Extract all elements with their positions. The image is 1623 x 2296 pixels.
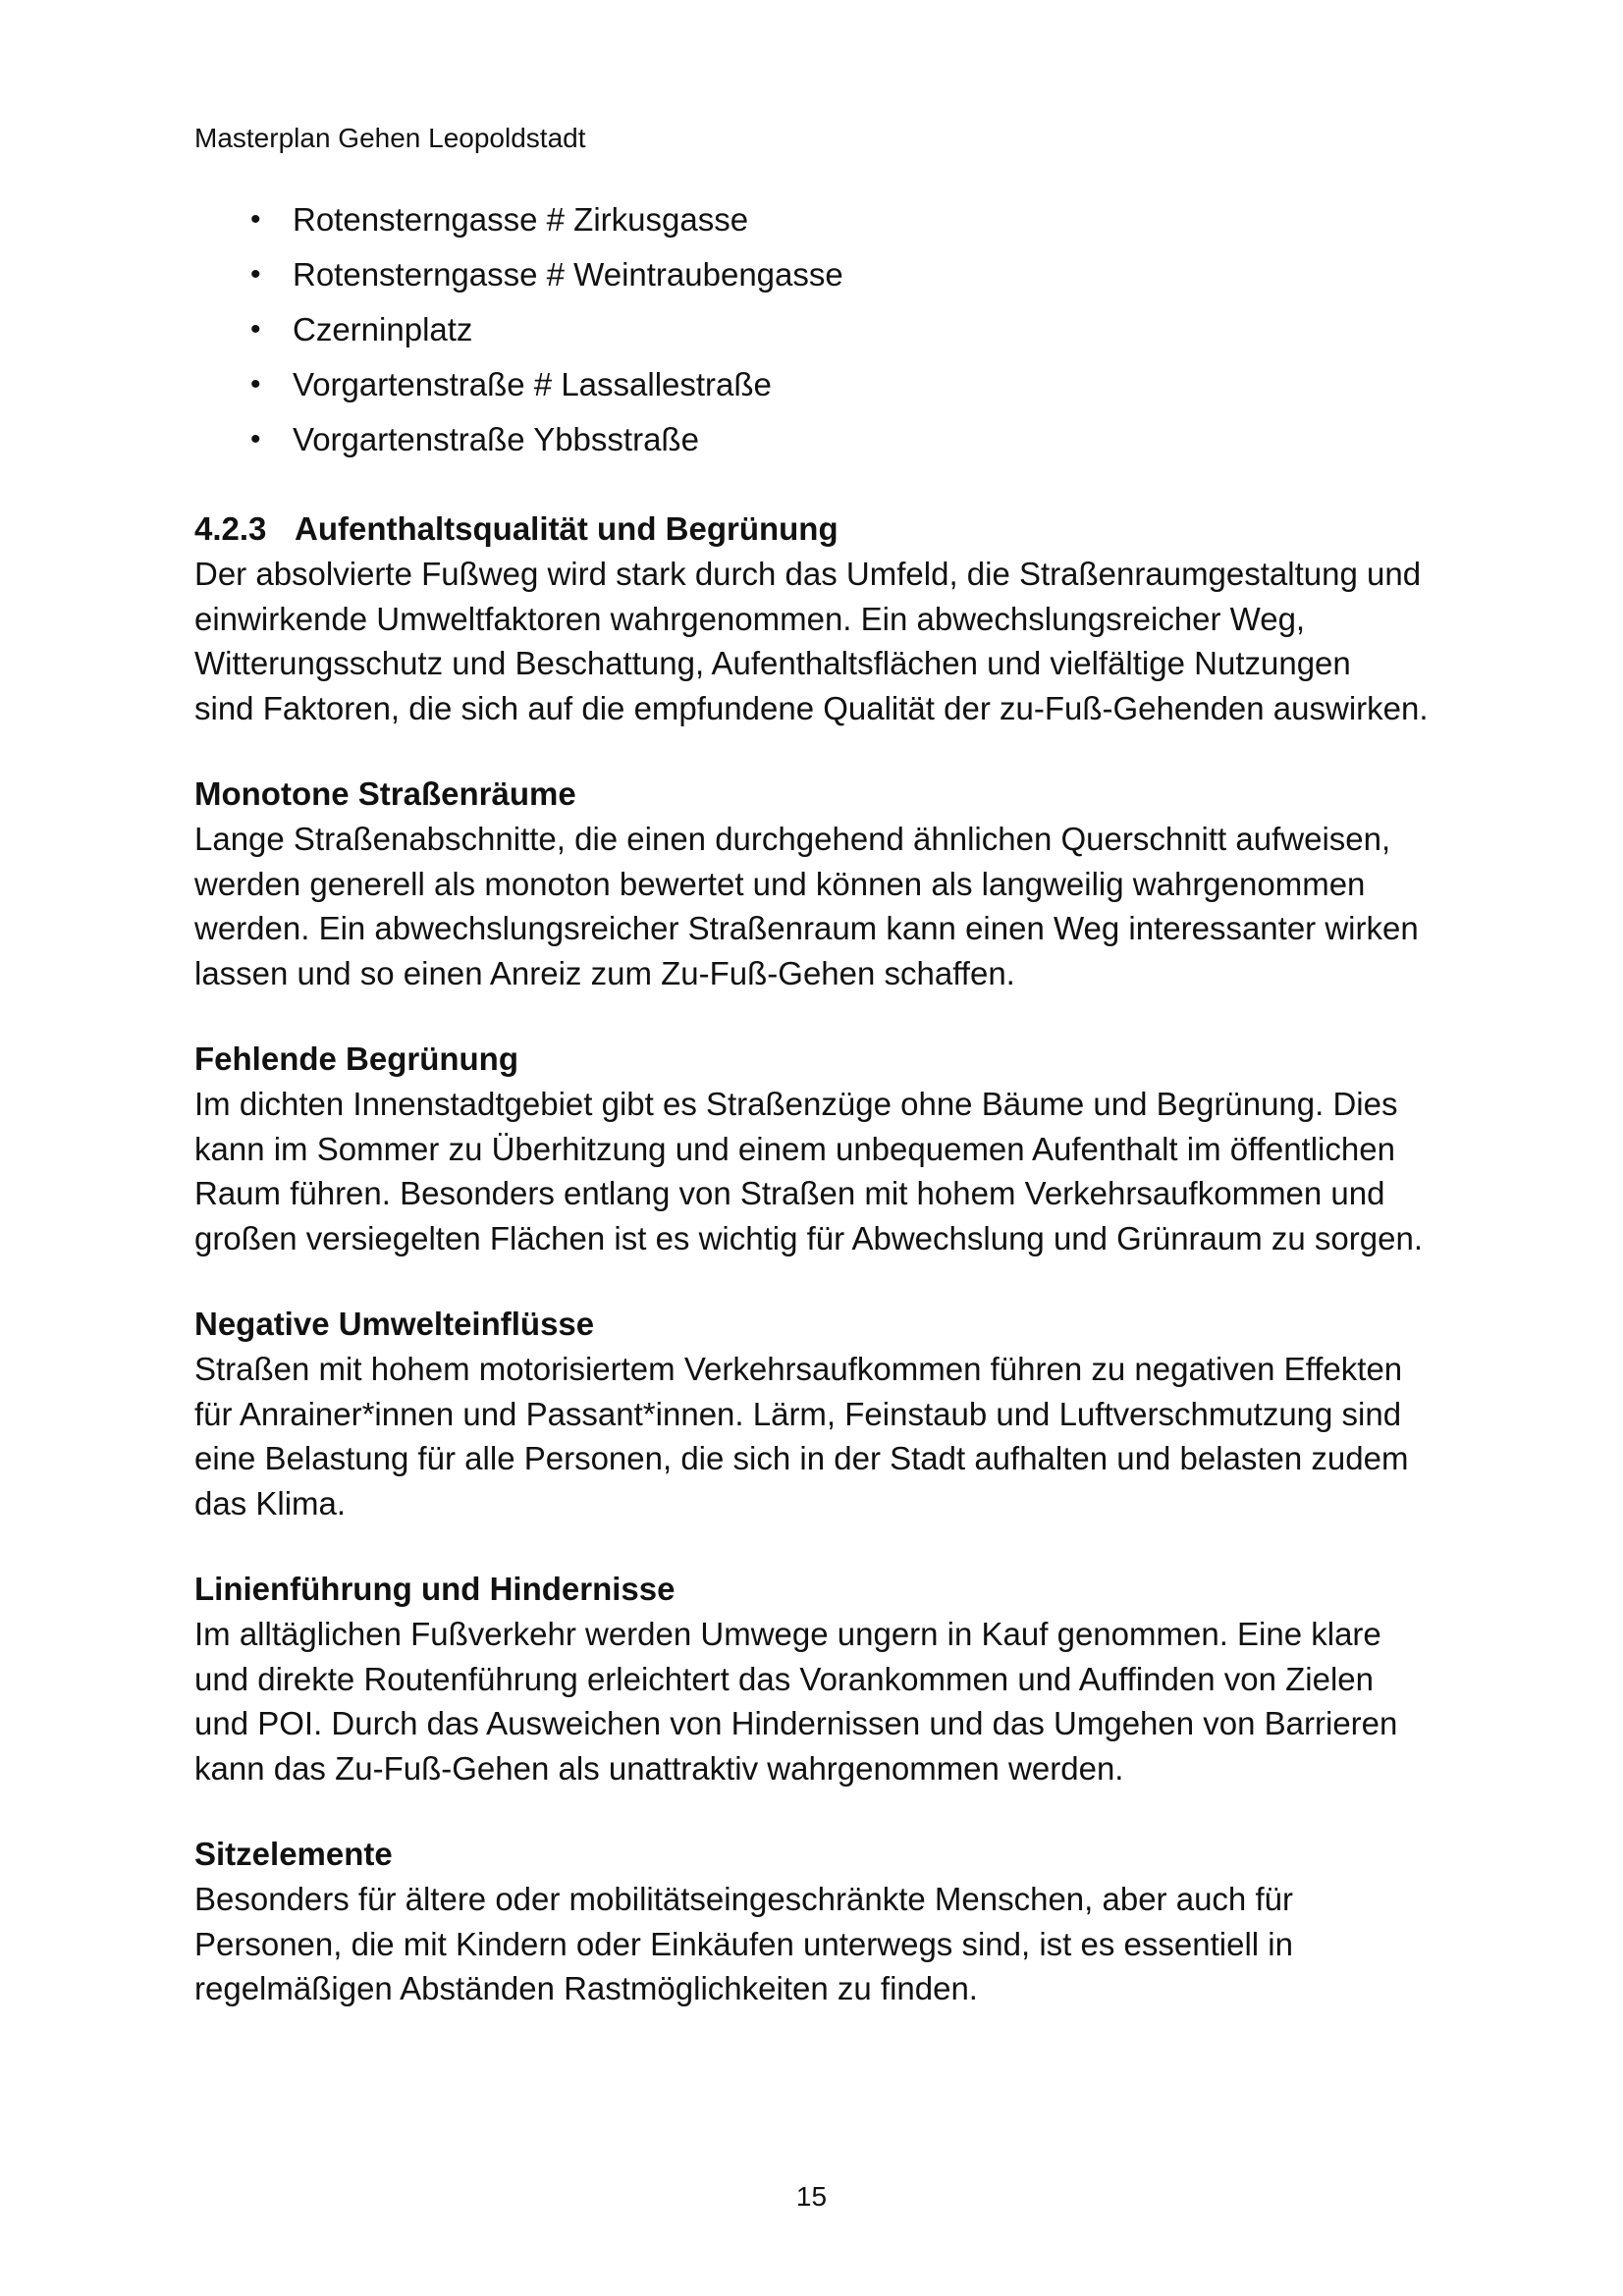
subsection-paragraph bbox=[194, 1612, 1441, 1790]
bullet-icon: • bbox=[250, 258, 261, 291]
paragraph-line: werden. Ein abwechslungsreicher Straßenraum kann einen Weg interessanter wirken bbox=[194, 910, 1419, 946]
section-title: Aufenthaltsqualität und Begrünung bbox=[295, 510, 839, 547]
list-item bbox=[194, 357, 1432, 412]
subsection-paragraph bbox=[194, 1347, 1441, 1525]
list-item-text: Rotensterngasse # Weintraubengasse bbox=[293, 256, 843, 293]
paragraph-line: eine Belastung für alle Personen, die sich in der Stadt aufhalten und belasten zudem bbox=[194, 1440, 1409, 1476]
subsection-sitzelemente bbox=[194, 1832, 1441, 2011]
paragraph-line: Straßen mit hohem motorisiertem Verkehrsaufkommen führen zu negativen Effekten bbox=[194, 1351, 1403, 1387]
subsection-heading: Sitzelemente bbox=[194, 1836, 393, 1872]
main-content bbox=[194, 507, 1441, 2011]
subsection-heading: Negative Umwelteinflüsse bbox=[194, 1306, 595, 1342]
paragraph-line: und direkte Routenführung erleichtert das Vorankommen und Auffinden von Zielen bbox=[194, 1660, 1375, 1697]
bullet-icon: • bbox=[250, 313, 261, 346]
paragraph-line: das Klima. bbox=[194, 1484, 347, 1522]
paragraph-line: lassen und so einen Anreiz zum Zu-Fuß-Gehen schaffen. bbox=[194, 954, 1015, 991]
paragraph-line: Lange Straßenabschnitte, die einen durchgehend ähnlichen Querschnitt aufweisen, bbox=[194, 821, 1391, 857]
subsection-negative-umwelteinfluesse bbox=[194, 1302, 1441, 1525]
subsection-heading: Linienführung und Hindernisse bbox=[194, 1571, 676, 1607]
paragraph-line: Im alltäglichen Fußverkehr werden Umwege ungern in Kauf genommen. Eine klare bbox=[194, 1616, 1381, 1652]
bullet-icon: • bbox=[250, 368, 261, 400]
paragraph-line: kann das Zu-Fuß-Gehen als unattraktiv wahrgenommen werden. bbox=[194, 1749, 1124, 1787]
paragraph-line: Witterungsschutz und Beschattung, Aufenthaltsflächen und vielfältige Nutzungen bbox=[194, 645, 1351, 681]
subsection-monotone-strassenraeume bbox=[194, 772, 1441, 995]
paragraph-line: werden generell als monoton bewertet und können als langweilig wahrgenommen bbox=[194, 865, 1366, 902]
list-item-text: Czerninplatz bbox=[293, 311, 473, 347]
paragraph-line: kann im Sommer zu Überhitzung und einem unbequemen Aufenthalt im öffentlichen bbox=[194, 1130, 1395, 1167]
intersection-list bbox=[194, 192, 1432, 467]
subsection-paragraph bbox=[194, 817, 1441, 995]
list-item-text: Rotensterngasse # Zirkusgasse bbox=[293, 201, 749, 238]
paragraph-line: Der absolvierte Fußweg wird stark durch das Umfeld, die Straßenraumgestaltung und bbox=[194, 556, 1422, 592]
paragraph-line: Raum führen. Besonders entlang von Straßen mit hohem Verkehrsaufkommen und bbox=[194, 1175, 1385, 1211]
list-item bbox=[194, 412, 1432, 467]
paragraph-line: einwirkende Umweltfaktoren wahrgenommen. Ein abwechslungsreicher Weg, bbox=[194, 600, 1306, 637]
subsection-heading: Fehlende Begrünung bbox=[194, 1041, 518, 1077]
bullet-icon: • bbox=[250, 203, 261, 236]
section-intro bbox=[194, 552, 1441, 730]
subsection-paragraph bbox=[194, 1082, 1441, 1260]
subsection-paragraph bbox=[194, 1877, 1441, 2011]
paragraph-line: für Anrainer*innen und Passant*innen. Lärm, Feinstaub und Luftverschmutzung sind bbox=[194, 1395, 1402, 1432]
paragraph-line: und POI. Durch das Ausweichen von Hindernissen und das Umgehen von Barrieren bbox=[194, 1705, 1398, 1741]
list-item-text: Vorgartenstraße Ybbsstraße bbox=[293, 421, 699, 457]
list-item-text: Vorgartenstraße # Lassallestraße bbox=[293, 366, 772, 402]
paragraph-line: Personen, die mit Kindern oder Einkäufen unterwegs sind, ist es essentiell in bbox=[194, 1925, 1293, 1962]
bullet-icon: • bbox=[250, 423, 261, 455]
running-header: Masterplan Gehen Leopoldstadt bbox=[194, 123, 586, 153]
paragraph-line: Im dichten Innenstadtgebiet gibt es Straßenzüge ohne Bäume und Begrünung. Dies bbox=[194, 1086, 1398, 1122]
list-item bbox=[194, 192, 1432, 247]
paragraph-line: Besonders für ältere oder mobilitätseingeschränkte Menschen, aber auch für bbox=[194, 1881, 1293, 1917]
paragraph-line: regelmäßigen Abständen Rastmöglichkeiten zu finden. bbox=[194, 1970, 978, 2006]
subsection-linienfuehrung bbox=[194, 1567, 1441, 1790]
list-item bbox=[194, 247, 1432, 302]
page-number: 15 bbox=[795, 2181, 828, 2212]
section-heading bbox=[194, 507, 1441, 552]
list-item bbox=[194, 302, 1432, 357]
section-number: 4.2.3 bbox=[194, 510, 267, 547]
subsection-fehlende-begruenung bbox=[194, 1037, 1441, 1260]
paragraph-line: großen versiegelten Flächen ist es wichtig für Abwechslung und Grünraum zu sorgen. bbox=[194, 1219, 1423, 1256]
paragraph-line: sind Faktoren, die sich auf die empfundene Qualität der zu-Fuß-Gehenden auswirken. bbox=[194, 689, 1429, 726]
section-aufenthaltsqualitaet bbox=[194, 507, 1441, 730]
subsection-heading: Monotone Straßenräume bbox=[194, 775, 576, 812]
